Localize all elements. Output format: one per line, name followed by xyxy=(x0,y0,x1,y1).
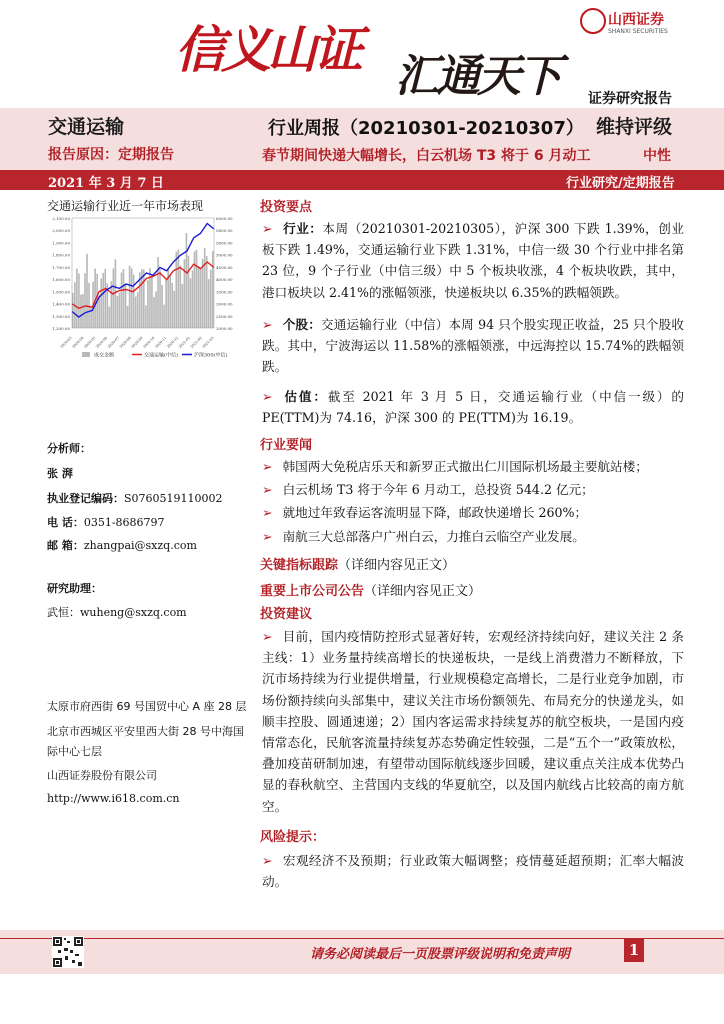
y-left-tick: 2,100.00 xyxy=(52,216,70,221)
phone-label: 电 话： xyxy=(47,516,84,529)
report-type: 行业周报（20210301-20210307） xyxy=(268,118,584,139)
x-ticks xyxy=(60,335,215,349)
volume-bar xyxy=(78,273,80,328)
x-tick: 2020-05 xyxy=(83,335,97,349)
x-tick: 2020-03 xyxy=(59,335,73,349)
x-tick: 2020-10 xyxy=(142,335,156,349)
volume-bar xyxy=(208,279,210,328)
tracking-heading: 关键指标跟踪（详细内容见正文） xyxy=(260,558,456,573)
volume-bar xyxy=(143,269,145,328)
volume-bar xyxy=(102,273,104,328)
rating-value: 中性 xyxy=(643,148,671,164)
stock-text: 交通运输行业（中信）本周 94 只个股实现正收益，25 只个股收跌。其中，宁波海运以 11.58%的涨幅领涨，中远海控以 15.74%的跌幅领跌。 xyxy=(262,317,685,375)
volume-bar xyxy=(180,265,182,328)
x-tick: 2021-02 xyxy=(189,335,203,349)
volume-bar xyxy=(153,297,155,328)
volume-bar xyxy=(147,280,149,328)
volume-bar xyxy=(200,268,202,328)
company-name: 山西证券股份有限公司 xyxy=(47,769,157,782)
arrow-icon: ➢ xyxy=(262,389,273,404)
arrow-icon: ➢ xyxy=(262,221,273,236)
volume-bar xyxy=(204,248,206,328)
arrow-icon: ➢ xyxy=(262,482,273,498)
industry-label: 行业： xyxy=(282,221,323,236)
address-1: 太原市府西街 69 号国贸中心 A 座 28 层 xyxy=(47,700,247,713)
valuation-label: 估值： xyxy=(282,389,328,404)
volume-bar xyxy=(202,259,204,328)
volume-bar xyxy=(98,295,100,328)
y-right-tick: 2500.00 xyxy=(216,313,233,319)
news-list xyxy=(262,456,684,547)
volume-bar xyxy=(194,251,196,328)
arrow-icon: ➢ xyxy=(262,317,273,332)
y-left-tick: 1,400.00 xyxy=(52,301,70,307)
analyst-name: 张 湃 xyxy=(47,467,73,480)
x-tick: 2020-09 xyxy=(130,335,144,349)
report-reason: 报告原因：定期报告 xyxy=(48,147,174,163)
x-tick: 2021-01 xyxy=(177,335,192,349)
assistant-heading: 研究助理： xyxy=(47,582,102,595)
report-date: 2021 年 3 月 7 日 xyxy=(48,176,164,191)
page-number: 1 xyxy=(624,938,644,962)
arrow-icon: ➢ xyxy=(262,505,273,521)
legend-label: 交通运输(中信) xyxy=(144,352,178,359)
announcement-heading: 重要上市公司公告（详细内容见正文） xyxy=(260,584,482,599)
volume-bar xyxy=(157,257,159,328)
volume-bar xyxy=(169,275,171,328)
email-value[interactable]: zhangpai@sxzq.com xyxy=(83,539,197,552)
cert-row xyxy=(47,487,223,506)
volume-bar xyxy=(206,256,208,328)
arrow-icon: ➢ xyxy=(262,459,273,474)
advice-heading: 投资建议 xyxy=(260,607,313,622)
volume-bar xyxy=(196,250,198,328)
x-tick: 2020-06 xyxy=(95,335,109,349)
website-link[interactable]: http://www.i618.com.cn xyxy=(47,792,180,805)
y-left-ticks xyxy=(52,216,70,331)
legend-label: 沪深300(中信) xyxy=(194,352,228,359)
volume-bar xyxy=(113,268,115,328)
volume-bar xyxy=(182,284,184,328)
volume-bar xyxy=(171,283,173,328)
footer-disclaimer: 请务必阅读最后一页股票评级说明和免责声明 xyxy=(310,947,571,962)
rating-label: 维持评级 xyxy=(596,116,673,138)
risk-paragraph xyxy=(262,850,684,892)
news-item: ➢ 韩国两大免税店乐天和新罗正式撤出仁川国际机场最主要航站楼； xyxy=(262,459,648,474)
volume-bar xyxy=(135,297,137,328)
logo-circle-icon xyxy=(580,8,606,34)
key-points-heading: 投资要点 xyxy=(260,200,313,215)
y-left-tick: 1,700.00 xyxy=(52,264,70,270)
volume-bar xyxy=(115,259,117,328)
x-tick: 2020-07 xyxy=(106,335,121,349)
volume-bar xyxy=(129,266,131,328)
y-left-tick: 1,500.00 xyxy=(52,289,70,295)
y-right-tick: 5800.00 xyxy=(216,228,233,234)
news-item: ➢ 南航三大总部落户广州白云，力推白云临空产业发展。 xyxy=(262,528,585,544)
industry-name: 交通运输 xyxy=(48,116,125,138)
risk-text: 宏观经济不及预期；行业政策大幅调整；疫情蔓延超预期；汇率大幅波动。 xyxy=(262,853,684,890)
y-left-tick: 1,900.00 xyxy=(52,240,70,246)
analyst-heading: 分析师： xyxy=(47,442,91,455)
y-right-tick: 5600.00 xyxy=(216,240,233,246)
announcement-note: （详细内容见正文） xyxy=(364,584,482,599)
qr-code-icon xyxy=(52,936,84,968)
page-header xyxy=(0,0,724,108)
volume-bar xyxy=(145,305,147,328)
y-left-tick: 1,200.00 xyxy=(52,326,70,331)
y-right-tick: 3500.00 xyxy=(216,289,233,295)
valuation-text: 截至 2021 年 3 月 5 日，交通运输行业（中信一级）的 PE(TTM)为 74.16，沪深 300 的 PE(TTM)为 16.19。 xyxy=(262,389,684,426)
tracking-note: （详细内容见正文） xyxy=(338,558,456,573)
volume-bar xyxy=(80,295,82,328)
volume-bar xyxy=(163,305,165,328)
y-left-tick: 1,300.00 xyxy=(52,313,70,319)
volume-bars xyxy=(72,233,214,328)
industry-text: 本周（20210301-20210305），沪深 300 下跌 1.39%，创业板下跌 1.49%，交通运输行业下跌 1.31%，中信一级 30 个行业中排名第 23 位，9 个子行业（中信三级）中 5 个板块收涨，4 个板块收跌，其中，港口板块以 2.41%的涨幅领涨，快递板块以 6.35%的跌幅领跌。 xyxy=(262,221,684,300)
volume-bar xyxy=(151,275,153,328)
address-2: 北京市西城区平安里西大街 28 号中海国际中心七层 xyxy=(47,725,244,758)
volume-bar xyxy=(188,256,190,328)
phone-value: 0351-8686797 xyxy=(83,516,165,529)
volume-bar xyxy=(125,284,127,328)
volume-bar xyxy=(175,252,177,328)
volume-bar xyxy=(104,269,106,328)
volume-bar xyxy=(133,275,135,328)
stock-paragraph xyxy=(262,314,684,378)
volume-bar xyxy=(173,291,175,328)
volume-bar xyxy=(82,294,84,328)
market-performance-chart xyxy=(42,210,242,370)
volume-bar xyxy=(119,293,121,328)
assistant-line: 武恒：wuheng@sxzq.com xyxy=(47,606,187,619)
legend-swatch xyxy=(82,352,90,357)
volume-bar xyxy=(100,278,102,328)
x-tick: 2020-12 xyxy=(166,335,180,349)
y-right-tick: 5000.00 xyxy=(216,252,233,258)
volume-bar xyxy=(177,249,179,328)
email-row xyxy=(47,534,197,553)
volume-bar xyxy=(155,291,157,328)
volume-bar xyxy=(111,281,113,328)
volume-bar xyxy=(137,292,139,328)
logo-text-en: SHANXI SECURITIES xyxy=(608,28,668,35)
valuation-paragraph xyxy=(262,386,684,428)
company-logo xyxy=(580,8,700,40)
footer-divider xyxy=(0,938,724,939)
y-right-tick: 2000.00 xyxy=(216,326,233,331)
x-tick: 2020-08 xyxy=(118,335,132,349)
legend-label: 成交金额 xyxy=(94,352,115,359)
volume-bar xyxy=(84,273,86,328)
cert-label: 执业登记编码： xyxy=(47,492,124,505)
chart-legend xyxy=(82,352,227,359)
chart-title: 交通运输行业近一年市场表现 xyxy=(47,199,204,213)
volume-bar xyxy=(131,268,133,328)
volume-bar xyxy=(86,254,88,328)
volume-bar xyxy=(161,285,163,328)
volume-bar xyxy=(198,266,200,328)
volume-bar xyxy=(109,307,111,328)
phone-row xyxy=(47,511,165,530)
volume-bar xyxy=(88,283,90,328)
advice-paragraph xyxy=(262,626,684,817)
y-left-tick: 1,600.00 xyxy=(52,277,70,283)
volume-bar xyxy=(123,269,125,328)
volume-bar xyxy=(192,270,194,328)
arrow-icon: ➢ xyxy=(262,853,273,868)
brand-slogan-dark: 汇通天下 xyxy=(395,51,559,102)
x-tick: 2020-04 xyxy=(71,335,85,349)
x-tick: 2021-03 xyxy=(201,335,215,349)
y-right-tick: 4000.00 xyxy=(216,277,233,283)
research-report-label: 证券研究报告 xyxy=(588,91,672,107)
stock-label: 个股： xyxy=(282,317,321,332)
volume-bar xyxy=(212,251,214,328)
volume-bar xyxy=(117,296,119,328)
industry-paragraph xyxy=(262,218,684,303)
advice-text: 目前，国内疫情防控形式显著好转，宏观经济持续向好，建议关注 2 条主线：1）业务量持续高增长的快递板块，一是线上消费潜力不断释放，下沉市场持续为行业提供增量，行业规模稳定高增长，二是行业竞争加剧，市场份额持续向头部集中，建议关注市场份额领先、布局充分的快递龙头，如顺丰控股、圆通速递；2）国内客运需求持续复苏的航空板块，一是国内疫情常态化，民航客流量持续复苏态势确定性较强，二是“五个一”政策放松，叠加疫苗研制加速，有望带动国际航线逐步回暖，建议重点关注成本优势凸显的春秋航空、主营国内支线的华夏航空，以及国内航线占比较高的南方航空。 xyxy=(262,629,684,814)
report-subtitle: 春节期间快递大幅增长，白云机场 T3 将于 6 月动工 xyxy=(262,148,591,164)
volume-bar xyxy=(76,269,78,328)
cert-value: S0760519110002 xyxy=(124,492,223,505)
arrow-icon: ➢ xyxy=(262,629,273,644)
brand-slogan-red: 信义山证 xyxy=(175,20,359,79)
news-item: ➢ 就地过年致春运客流明显下降，邮政快递增长 260%； xyxy=(262,505,588,521)
volume-bar xyxy=(210,270,212,328)
volume-bar xyxy=(186,233,188,328)
logo-text-cn: 山西证券 xyxy=(608,12,664,28)
volume-bar xyxy=(127,306,129,328)
y-right-tick: 6000.00 xyxy=(216,216,233,221)
report-category: 行业研究/定期报告 xyxy=(566,176,675,191)
email-label: 邮 箱： xyxy=(47,539,84,552)
arrow-icon: ➢ xyxy=(262,528,273,544)
y-left-tick: 2,000.00 xyxy=(52,228,70,234)
y-left-tick: 1,800.00 xyxy=(52,252,70,258)
news-item: ➢ 白云机场 T3 将于今年 6 月动工，总投资 544.2 亿元； xyxy=(262,482,594,498)
y-right-ticks xyxy=(216,216,233,331)
news-heading: 行业要闻 xyxy=(260,438,313,453)
x-tick: 2020-11 xyxy=(154,335,168,349)
volume-bar xyxy=(159,269,161,328)
risk-heading: 风险提示： xyxy=(260,830,326,845)
y-right-tick: 4500.00 xyxy=(216,264,233,270)
volume-bar xyxy=(165,280,167,328)
y-right-tick: 3000.00 xyxy=(216,301,233,307)
volume-bar xyxy=(190,278,192,328)
volume-bar xyxy=(121,272,123,328)
